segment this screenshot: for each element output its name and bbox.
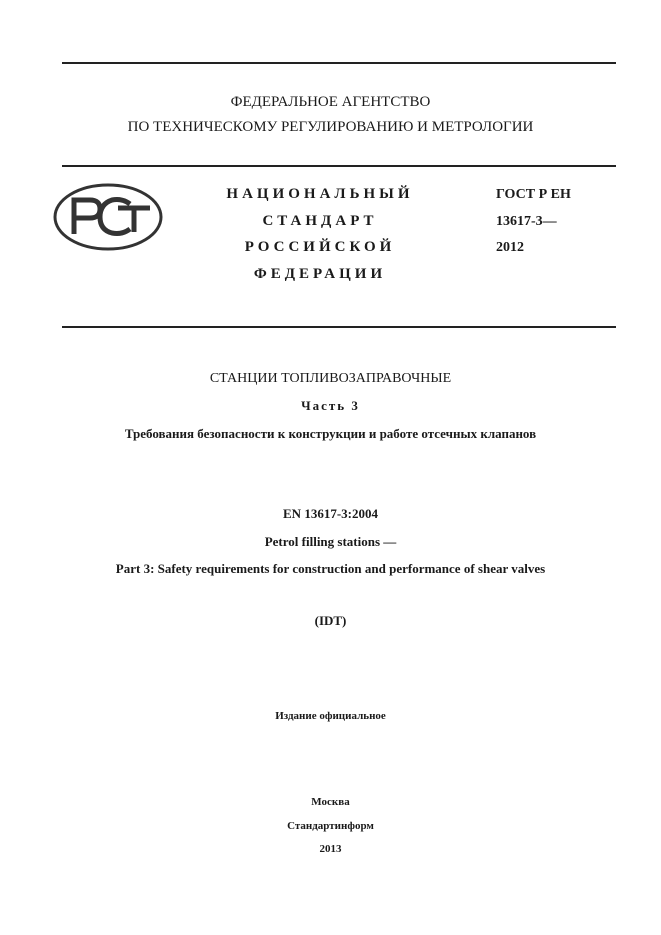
edition-label: Издание официальное [275,710,386,722]
header-rule [62,165,616,167]
designation-line-3: 2012 [496,240,524,255]
footer-year: 2013 [319,843,342,855]
mid-rule [62,326,616,328]
designation-line-1: ГОСТ Р ЕН [496,187,571,202]
footer-publisher: Стандартинформ [287,820,374,832]
top-rule [62,62,616,64]
title-main: СТАНЦИИ ТОПЛИВОЗАПРАВОЧНЫЕ [209,371,452,386]
standard-type-line-2: СТАНДАРТ [262,213,378,229]
en-part: Part 3: Safety requirements for construction and performance of shear valves [115,561,546,576]
footer-city: Москва [311,796,350,808]
standard-type-line-3: РОССИЙСКОЙ [244,239,396,255]
agency-line-2: ПО ТЕХНИЧЕСКОМУ РЕГУЛИРОВАНИЮ И МЕТРОЛОГИИ [127,119,534,135]
standard-type-line-1: НАЦИОНАЛЬНЫЙ [226,186,414,202]
en-code: EN 13617-3:2004 [283,506,378,521]
rst-logo-icon [52,182,164,252]
title-part: Часть 3 [301,398,360,413]
agency-line-1: ФЕДЕРАЛЬНОЕ АГЕНТСТВО [230,94,431,110]
en-title: Petrol filling stations — [264,534,397,549]
title-subtitle: Требования безопасности к конструкции и работе отсечных клапанов [124,426,537,441]
designation-line-2: 13617-3— [496,214,557,229]
logo-text: РСТ [108,248,110,249]
idt-label: (IDT) [314,613,347,628]
standard-type-line-4: ФЕДЕРАЦИИ [253,266,387,282]
